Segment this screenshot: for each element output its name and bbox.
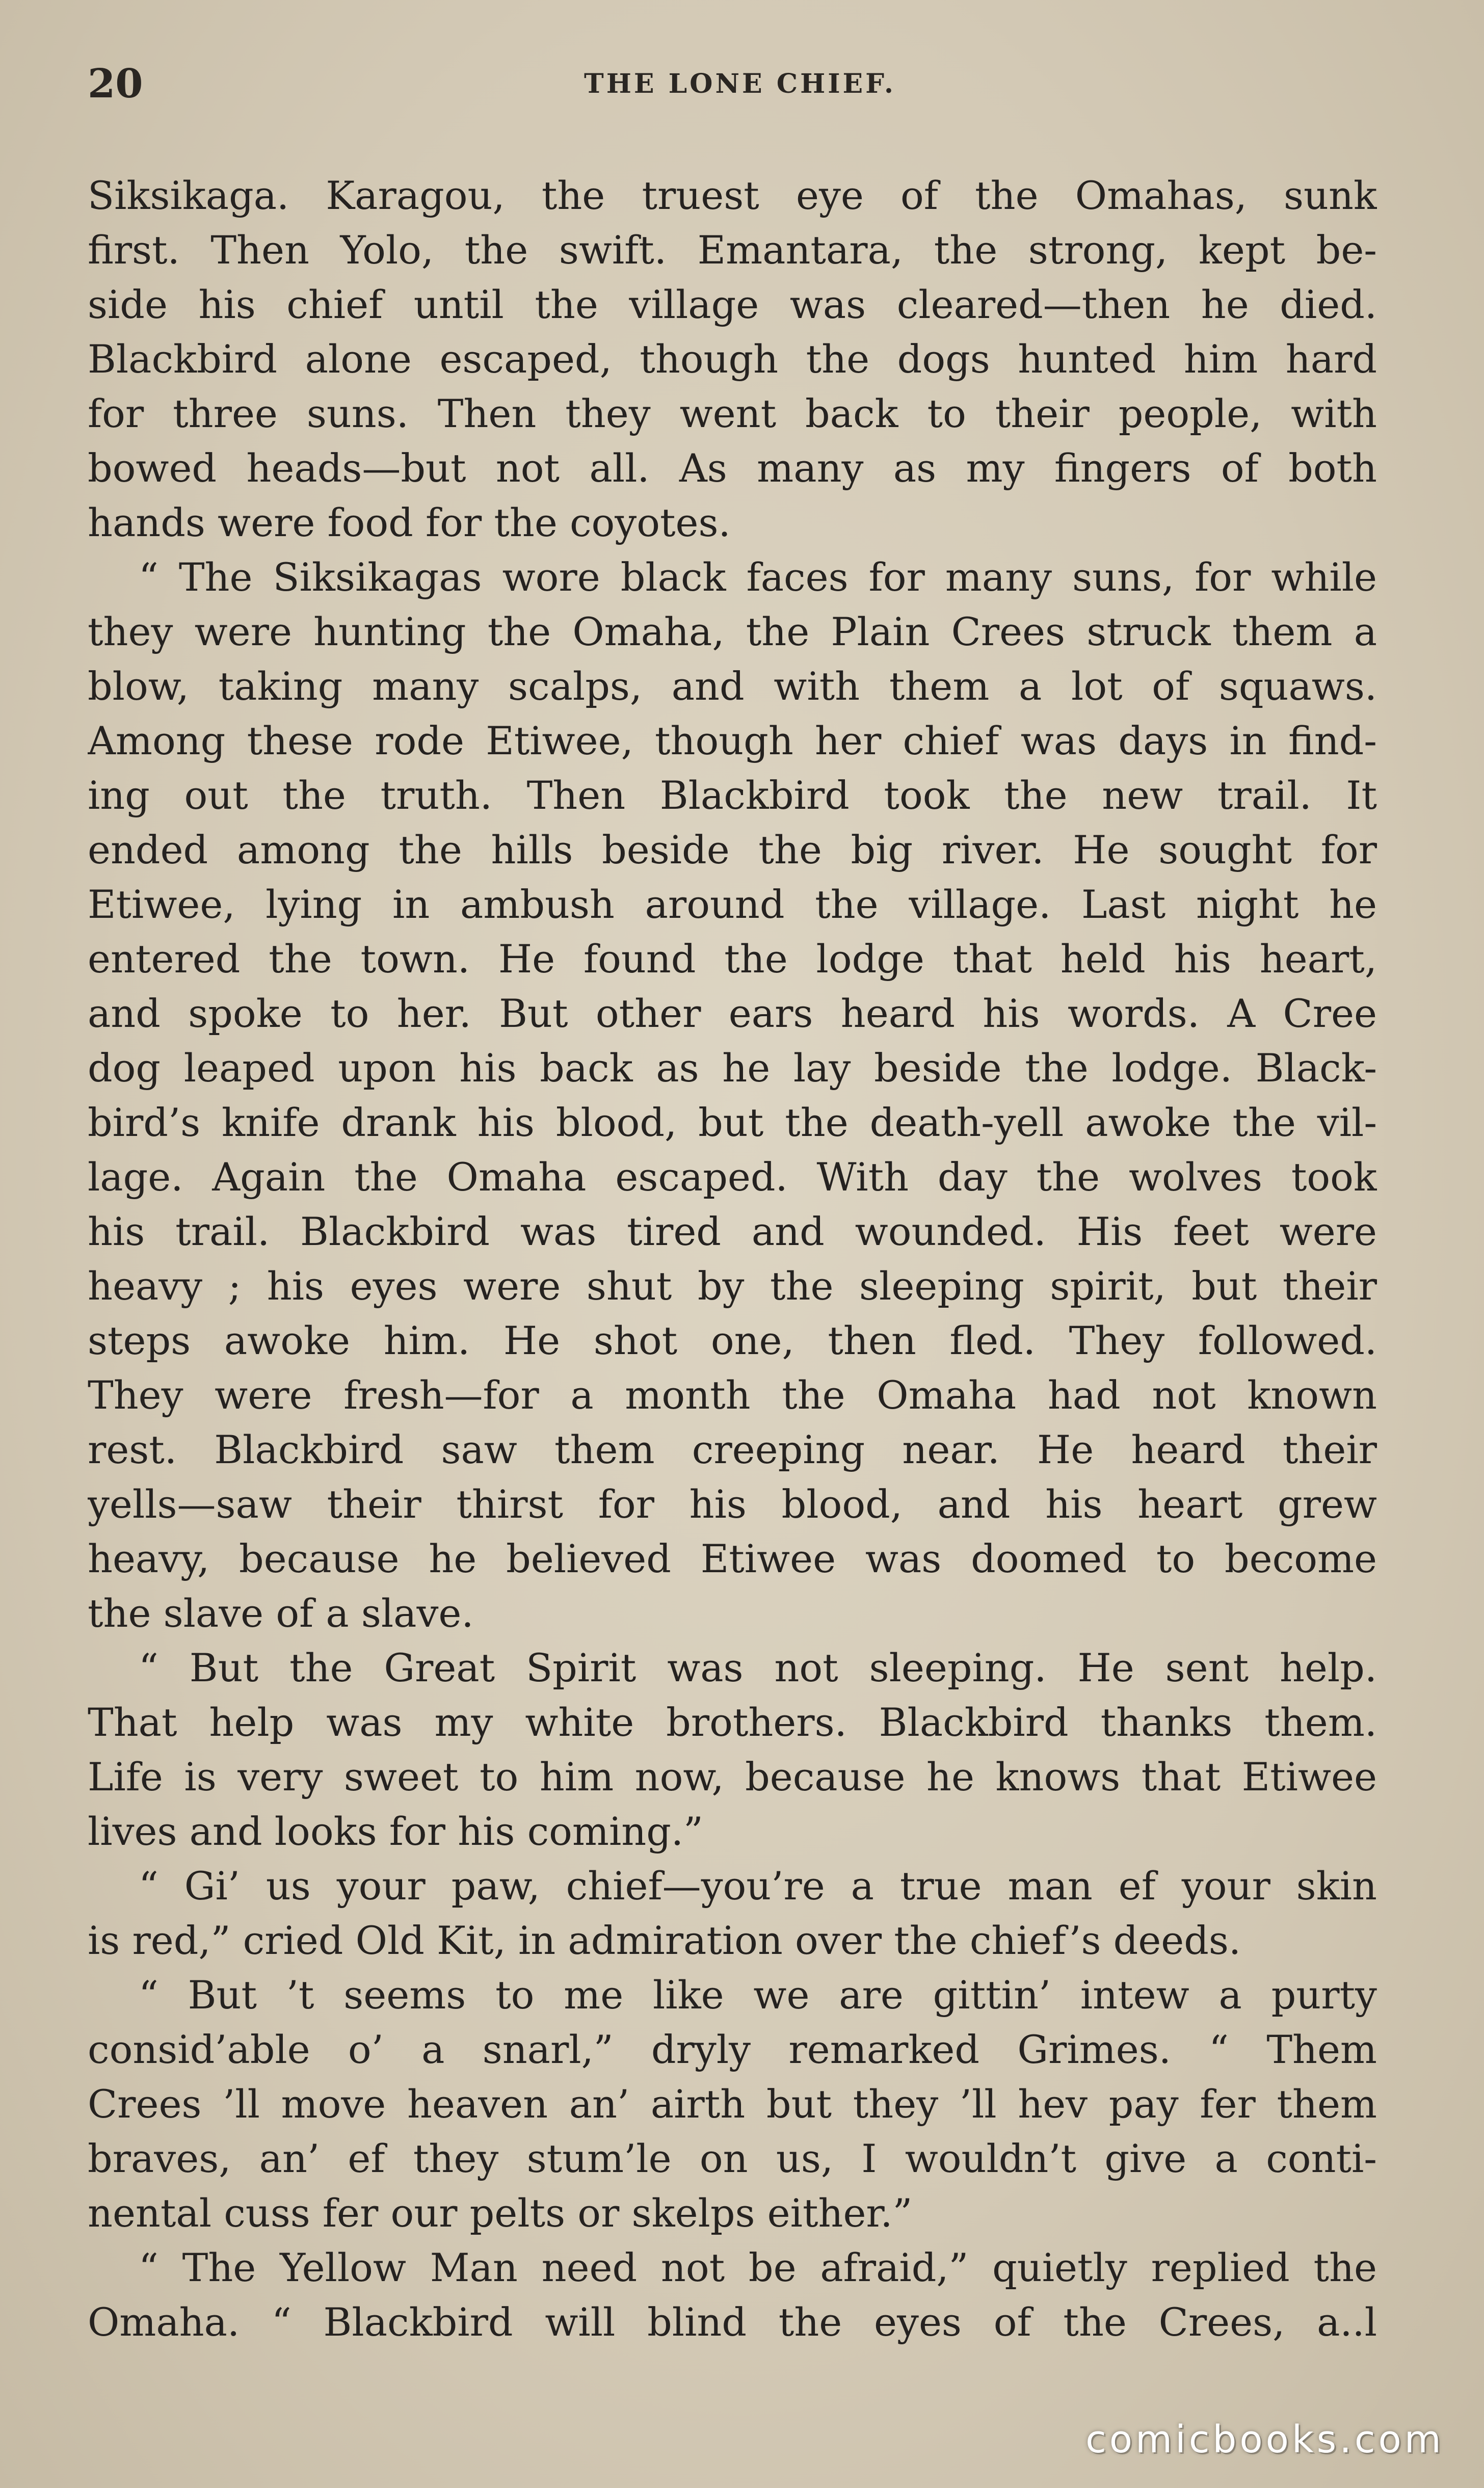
- text-line: Blackbird alone escaped, though the dogs hunted him hard: [88, 336, 1377, 382]
- text-line: dog leaped upon his back as he lay beside the lodge. Black-: [88, 1045, 1377, 1091]
- text-line: bird’s knife drank his blood, but the death-yell awoke the vil-: [88, 1100, 1377, 1145]
- text-line: entered the town. He found the lodge that held his heart,: [88, 936, 1377, 982]
- text-line: rest. Blackbird saw them creeping near. He heard their: [88, 1427, 1377, 1472]
- text-line: hands were food for the coyotes.: [88, 500, 731, 545]
- page-number: 20: [88, 61, 143, 107]
- text-line: they were hunting the Omaha, the Plain Crees struck them a: [88, 609, 1377, 654]
- text-line: heavy, because he believed Etiwee was doomed to become: [88, 1536, 1377, 1581]
- text-line: Siksikaga. Karagou, the truest eye of the Omahas, sunk: [88, 173, 1377, 218]
- text-line: braves, an’ ef they stum’le on us, I wouldn’t give a conti-: [88, 2136, 1377, 2181]
- text-line: “ The Siksikagas wore black faces for many suns, for while: [139, 554, 1377, 600]
- text-line: Crees ’ll move heaven an’ airth but they ’ll hev pay fer them: [88, 2081, 1377, 2127]
- text-line: “ But ’t seems to me like we are gittin’ intew a purty: [139, 1972, 1377, 2018]
- page-header: [88, 54, 1392, 115]
- text-line: That help was my white brothers. Blackbird thanks them.: [88, 1700, 1377, 1745]
- text-line: lage. Again the Omaha escaped. With day the wolves took: [88, 1154, 1377, 1200]
- text-line: Etiwee, lying in ambush around the village. Last night he: [88, 882, 1377, 927]
- text-line: steps awoke him. He shot one, then fled. They followed.: [88, 1318, 1377, 1363]
- text-line: “ But the Great Spirit was not sleeping. He sent help.: [139, 1645, 1377, 1690]
- text-line: first. Then Yolo, the swift. Emantara, the strong, kept be-: [88, 227, 1377, 273]
- text-line: for three suns. Then they went back to their people, with: [88, 391, 1377, 436]
- text-line: Life is very sweet to him now, because he knows that Etiwee: [88, 1754, 1377, 1799]
- text-line: bowed heads—but not all. As many as my fingers of both: [88, 445, 1377, 491]
- text-line: consid’able o’ a snarl,” dryly remarked Grimes. “ Them: [88, 2027, 1377, 2072]
- text-line: ended among the hills beside the big river. He sought for: [88, 827, 1377, 872]
- text-line: heavy ; his eyes were shut by the sleeping spirit, but their: [88, 1263, 1377, 1309]
- text-line: the slave of a slave.: [88, 1591, 474, 1636]
- text-line: Among these rode Etiwee, though her chief was days in find-: [88, 718, 1377, 763]
- body-text: [88, 168, 1377, 2349]
- text-line: yells—saw their thirst for his blood, and his heart grew: [88, 1481, 1377, 1527]
- text-line: is red,” cried Old Kit, in admiration over the chief’s deeds.: [88, 1918, 1241, 1963]
- text-line: lives and looks for his coming.”: [88, 1809, 703, 1854]
- running-head: THE LONE CHIEF.: [584, 68, 896, 99]
- text-line: his trail. Blackbird was tired and wounded. His feet were: [88, 1209, 1377, 1254]
- watermark-text: comicbooks.com: [1085, 2418, 1444, 2461]
- text-line: Omaha. “ Blackbird will blind the eyes of the Crees, a..l: [88, 2299, 1377, 2345]
- text-line: They were fresh—for a month the Omaha had not known: [88, 1372, 1377, 1418]
- text-line: side his chief until the village was cleared—then he died.: [88, 282, 1377, 327]
- text-line: blow, taking many scalps, and with them a lot of squaws.: [88, 664, 1377, 709]
- text-line: “ The Yellow Man need not be afraid,” quietly replied the: [139, 2245, 1377, 2290]
- text-line: “ Gi’ us your paw, chief—you’re a true man ef your skin: [139, 1863, 1377, 1909]
- text-line: ing out the truth. Then Blackbird took the new trail. It: [88, 773, 1377, 818]
- text-line: nental cuss fer our pelts or skelps either.”: [88, 2190, 913, 2236]
- text-line: and spoke to her. But other ears heard his words. A Cree: [88, 991, 1377, 1036]
- watermark: [1074, 2412, 1456, 2468]
